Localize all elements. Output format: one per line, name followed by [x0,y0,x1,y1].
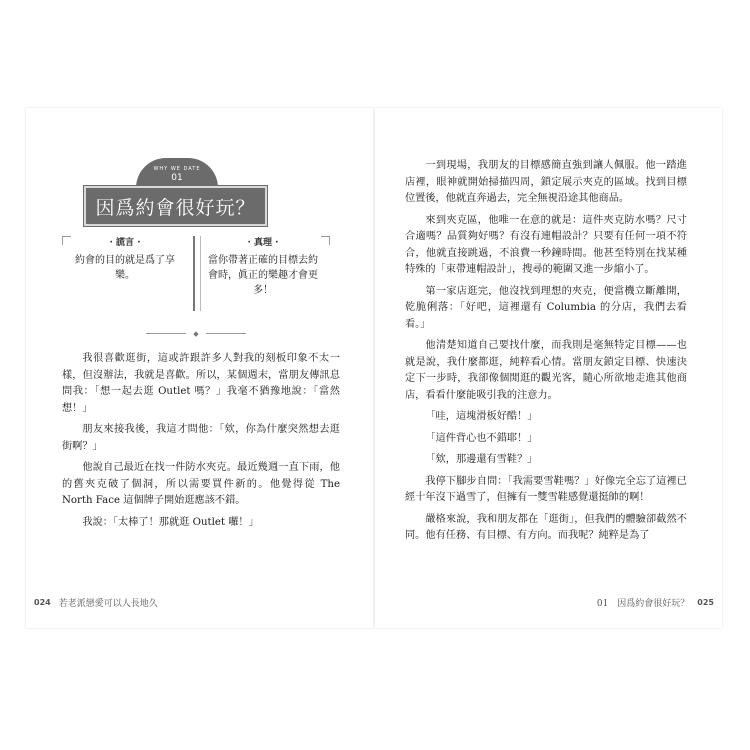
myth-label: · 謊言 · [109,238,141,248]
paragraph: 「這件背心也不錯耶！」 [425,432,538,444]
diamond-icon: ◆ [193,330,199,338]
paragraph: 第一家店逛完，他沒找到理想的夾克，便當機立斷離開，乾脆俐落：「好吧，這裡還有 Columbia 的分店，我們去看看。」 [405,285,687,330]
left-body-text [62,351,340,536]
right-page [375,108,722,628]
paragraph: 來到夾克區，他唯一在意的就是：這件夾克防水嗎？尺寸合適嗎？品質夠好嗎？有沒有連帽設計？只要有任何一項不符合，他就直接跳過，不浪費一秒鐘時間。他甚至特別在找某種特殊的「束帶連帽設計」，搜尋的範圍又進一步縮小了。 [405,214,687,275]
myth-text: 約會的目的就是爲了享樂。 [75,255,175,281]
paragraph: 嚴格來說，我和朋友都在「逛街」，但我們的體驗卻截然不同。他有任務、有目標、有方向。而我呢？純粹是為了 [405,513,687,541]
left-page [26,108,373,628]
paragraph: 我停下腳步自問：「我需要雪鞋嗎？」好像完全忘了這裡已經十年沒下過雪了，但擁有一雙雪鞋感覺還挺帥的啊！ [405,475,687,503]
right-body-text [405,158,687,550]
paragraph: 我說：「太棒了！那就逛 Outlet 囉！」 [82,516,259,528]
chapter-kicker: WHY WE DATE [153,166,201,172]
myth-column [66,236,184,283]
truth-column [204,236,322,298]
paragraph: 他清楚知道自己要找什麼，而我則是毫無特定目標——也就是說，我什麼都逛，純粹看心情。當朋友鎖定目標、快速決定下一步時，我卻像個閒逛的觀光客，隨心所欲地走進其他商店，看看什麼能吸引我的注意力。 [405,340,687,401]
page-number: 024 [34,598,51,607]
running-chapter: 01 因爲約會很好玩？ [596,599,690,609]
left-footer [34,596,158,609]
myth-truth-box [66,236,326,311]
paragraph: 「欸，那邊還有雪鞋？」 [425,454,538,465]
page-number: 025 [697,598,714,607]
paragraph: 「哇，這塊滑板好酷！」 [425,411,538,422]
section-ornament [146,329,246,339]
truth-label: · 真理 · [247,238,279,248]
right-footer [597,596,714,609]
column-divider [193,236,201,311]
corner-ornament-right [321,236,330,245]
paragraph: 他說自己最近在找一件防水夾克。最近幾週一直下雨，他的舊夾克破了個洞，所以需要買件新的。他覺得從 The North Face 這個牌子開始逛應該不錯。 [62,462,340,506]
chapter-title: 因爲約會很好玩？ [84,186,267,226]
truth-text: 當你帶著正確的目標去約會時，眞正的樂趣才會更多！ [208,255,318,296]
chapter-number: 01 [171,173,183,183]
paragraph: 我很喜歡逛街，這或許跟許多人對我的刻板印象不太一樣，但沒辦法，我就是喜歡。所以，某個週末，當朋友傳訊息問我：「想一起去逛 Outlet 嗎？」我毫不猶豫地說：「當然想！」 [62,353,340,414]
running-title: 若老派戀愛可以人長地久 [58,599,158,609]
paragraph: 朋友來接我後，我這才問他：「欸，你為什麼突然想去逛街啊？」 [62,424,340,452]
paragraph: 一到現場，我朋友的目標感簡直強到讓人佩服。他一踏進店裡，眼神就開始掃描四周，鎖定展示夾克的區域。找到目標位置後，他就直奔過去，完全無視沿途其他商品。 [405,160,687,204]
chapter-header [84,158,269,230]
chapter-arch [136,158,218,188]
